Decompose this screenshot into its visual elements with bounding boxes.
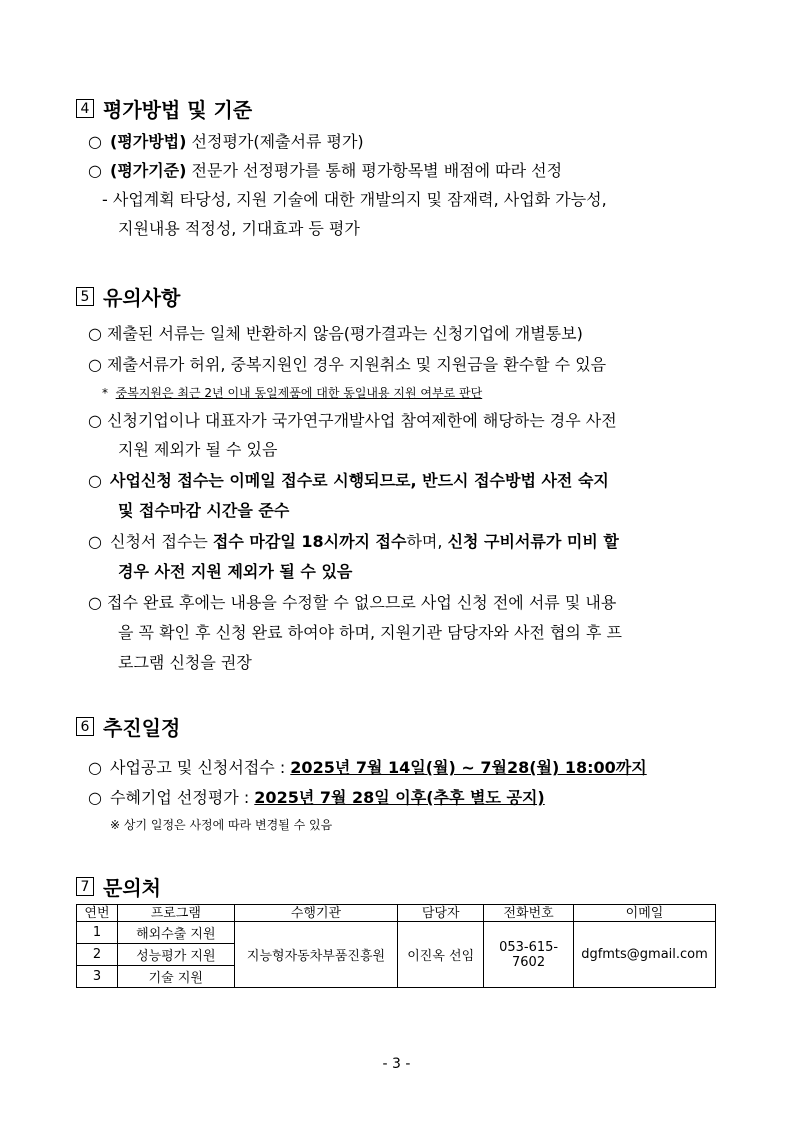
row-number: 1: [77, 922, 118, 944]
notice-item-5-line-2: 경우 사전 지원 제외가 될 수 있음: [118, 562, 353, 581]
section-title: 문의처: [103, 876, 161, 900]
missing-docs-emphasis: 신청 구비서류가 미비 할: [447, 532, 619, 551]
schedule-note: ※ 상기 일정은 사정에 따라 변경될 수 있음: [110, 818, 333, 832]
notice-item-3-line-1: ○ 신청기업이나 대표자가 국가연구개발사업 참여제한에 해당하는 경우 사전: [88, 411, 617, 430]
section-7-heading: [76, 872, 161, 901]
row-number: 3: [77, 966, 118, 988]
section-number-box: 4: [76, 99, 94, 118]
text-part: 신청서 접수는: [110, 532, 213, 551]
notice-item-4-line-2: 및 접수마감 시간을 준수: [118, 501, 290, 520]
schedule-item-2: [88, 787, 545, 809]
email-cell[interactable]: dgfmts@gmail.com: [574, 922, 716, 988]
section-title: 평가방법 및 기준: [103, 98, 253, 122]
section-6-heading: [76, 712, 180, 741]
notice-item-2: ○ 제출서류가 허위, 중복지원인 경우 지원취소 및 지원금을 환수할 수 있음: [88, 355, 607, 374]
schedule-label: 수혜기업 선정평가 :: [110, 788, 255, 807]
duplicate-support-note: [102, 384, 482, 402]
section-5-heading: [76, 282, 180, 311]
schedule-item-1: [88, 757, 647, 779]
bullet: ○: [88, 532, 102, 551]
notice-item-4-text: 사업신청 접수는 이메일 접수로 시행되므로, 반드시 접수방법 사전 숙지: [110, 471, 609, 490]
phone-cell: 053-615-7602: [484, 922, 574, 988]
program-cell: 기술 지원: [117, 966, 234, 988]
text-part: 하며,: [406, 532, 448, 551]
notice-item-1: ○ 제출된 서류는 일체 반환하지 않음(평가결과는 신청기업에 개별통보): [88, 324, 583, 343]
program-cell: 해외수출 지원: [117, 922, 234, 944]
notice-item-6-line-2: 을 꼭 확인 후 신청 완료 하여야 하며, 지원기관 담당자와 사전 협의 후 프: [118, 623, 622, 642]
page-number: - 3 -: [382, 1056, 411, 1072]
schedule-date: 2025년 7월 28일 이후(추후 별도 공지): [254, 788, 545, 807]
evaluation-criteria-item: [88, 160, 562, 182]
section-number-box: 6: [76, 717, 94, 736]
evaluation-method-item: [88, 131, 364, 153]
note-text: 중복지원은 최근 2년 이내 동일제품에 대한 동일내용 지원 여부로 판단: [115, 386, 483, 400]
criteria-sub-line-2: 지원내용 적정성, 기대효과 등 평가: [118, 219, 360, 238]
notice-item-6-line-1: ○ 접수 완료 후에는 내용을 수정할 수 없으므로 사업 신청 전에 서류 및 내용: [88, 593, 617, 612]
criteria-sub-line-1: - 사업계획 타당성, 지원 기술에 대한 개발의지 및 잠재력, 사업화 가능성,: [102, 190, 607, 209]
schedule-label: 사업공고 및 신청서접수 :: [110, 758, 291, 777]
section-number-box: 5: [76, 287, 94, 306]
table-row: [77, 922, 716, 944]
notice-item-3-line-2: 지원 제외가 될 수 있음: [118, 440, 278, 459]
table-header: 이메일: [574, 905, 716, 922]
bullet: ○: [88, 758, 102, 777]
item-text: 선정평가(제출서류 평가): [186, 132, 364, 151]
table-header: 전화번호: [484, 905, 574, 922]
item-text: 전문가 선정평가를 통해 평가항목별 배점에 따라 선정: [186, 161, 563, 180]
deadline-emphasis: 접수 마감일 18시까지 접수: [212, 532, 407, 551]
section-number-box: 7: [76, 877, 94, 896]
table-header: 연번: [77, 905, 118, 922]
manager-cell: 이진옥 선임: [398, 922, 484, 988]
bullet: ○: [88, 471, 102, 490]
program-cell: 성능평가 지원: [117, 944, 234, 966]
bullet: ○: [88, 132, 102, 151]
item-label: (평가기준): [110, 161, 187, 180]
organization-cell: 지능형자동차부품진흥원: [234, 922, 398, 988]
item-label: (평가방법): [110, 132, 187, 151]
bullet: ○: [88, 788, 102, 807]
table-header: 프로그램: [117, 905, 234, 922]
section-title: 유의사항: [103, 286, 181, 310]
table-header: 수행기관: [234, 905, 398, 922]
notice-item-6-line-3: 로그램 신청을 권장: [118, 653, 252, 672]
contact-table: [76, 904, 716, 988]
note-asterisk: *: [102, 386, 108, 400]
row-number: 2: [77, 944, 118, 966]
notice-item-4-line-1: [88, 470, 609, 492]
section-4-heading: [76, 94, 252, 123]
bullet: ○: [88, 161, 102, 180]
schedule-date: 2025년 7월 14일(월) ~ 7월28(월) 18:00까지: [290, 758, 647, 777]
table-header: 담당자: [398, 905, 484, 922]
section-title: 추진일정: [103, 716, 181, 740]
notice-item-5-line-1: [88, 531, 619, 553]
table-header-row: [77, 905, 716, 922]
